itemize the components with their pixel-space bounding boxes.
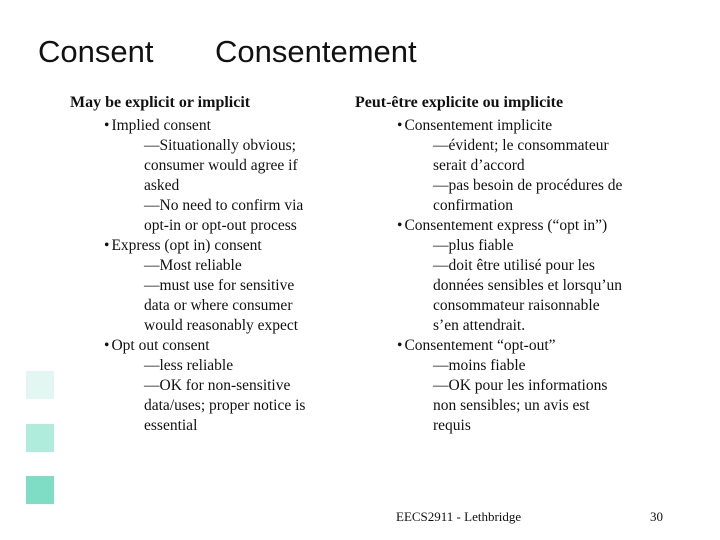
english-bullet-optout: • Opt out consent xyxy=(104,336,350,356)
english-optout-sub2 xyxy=(144,376,340,436)
text-line: —less reliable xyxy=(144,357,234,374)
decorative-square xyxy=(26,424,54,452)
text-line: data or where consumer xyxy=(144,297,293,314)
french-bullet-implied: • Consentement implicite xyxy=(397,116,675,136)
french-implied-sub1 xyxy=(433,136,673,176)
french-optout-sub2 xyxy=(433,376,673,436)
english-express-sub1 xyxy=(144,256,340,276)
text-line: —Situationally obvious; xyxy=(144,137,296,154)
title-french: Consentement xyxy=(215,34,417,69)
french-implied-sub2 xyxy=(433,176,673,216)
text-line: —Most reliable xyxy=(144,257,242,274)
english-implied-sub1 xyxy=(144,136,340,196)
french-column xyxy=(355,92,675,436)
french-express-sub1 xyxy=(433,236,673,256)
text-line: confirmation xyxy=(433,197,514,214)
footer-text: EECS2911 - Lethbridge xyxy=(396,509,522,524)
french-express-sub2 xyxy=(433,256,673,336)
english-bullet-express: • Express (opt in) consent xyxy=(104,236,350,256)
english-column xyxy=(60,92,350,436)
text-line: —évident; le consommateur xyxy=(433,137,609,154)
french-optout-sub1 xyxy=(433,356,673,376)
text-line: —must use for sensitive xyxy=(144,277,295,294)
english-express-sub2 xyxy=(144,276,340,336)
english-optout-sub1 xyxy=(144,356,340,376)
text-line: serait d’accord xyxy=(433,157,525,174)
french-bullet-express: • Consentement express (“opt in”) xyxy=(397,216,675,236)
page-number: 30 xyxy=(650,509,663,524)
english-heading: May be explicit or implicit xyxy=(70,94,251,111)
text-line: data/uses; proper notice is xyxy=(144,397,306,414)
text-line: essential xyxy=(144,417,198,434)
text-line: —pas besoin de procédures de xyxy=(433,177,623,194)
text-line: —OK for non-sensitive xyxy=(144,377,291,394)
text-line: non sensibles; un avis est xyxy=(433,397,590,414)
french-bullet-optout: • Consentement “opt-out” xyxy=(397,336,675,356)
decorative-square xyxy=(26,371,54,399)
text-line: opt-in or opt-out process xyxy=(144,217,297,234)
text-line: —No need to confirm via xyxy=(144,197,304,214)
text-line: données sensibles et lorsqu’un xyxy=(433,277,622,294)
english-implied-sub2 xyxy=(144,196,340,236)
text-line: consumer would agree if xyxy=(144,157,298,174)
text-line: would reasonably expect xyxy=(144,317,299,334)
title-english: Consent xyxy=(38,34,154,69)
french-heading: Peut-être explicite ou implicite xyxy=(355,94,564,111)
text-line: —plus fiable xyxy=(433,237,514,254)
text-line: asked xyxy=(144,177,180,194)
decorative-square xyxy=(26,476,54,504)
text-line: —doit être utilisé pour les xyxy=(433,257,595,274)
text-line: requis xyxy=(433,417,471,434)
text-line: —OK pour les informations xyxy=(433,377,608,394)
text-line: consommateur raisonnable xyxy=(433,297,600,314)
text-line: —moins fiable xyxy=(433,357,526,374)
text-line: s’en attendrait. xyxy=(433,317,526,334)
english-bullet-implied: • Implied consent xyxy=(104,116,350,136)
